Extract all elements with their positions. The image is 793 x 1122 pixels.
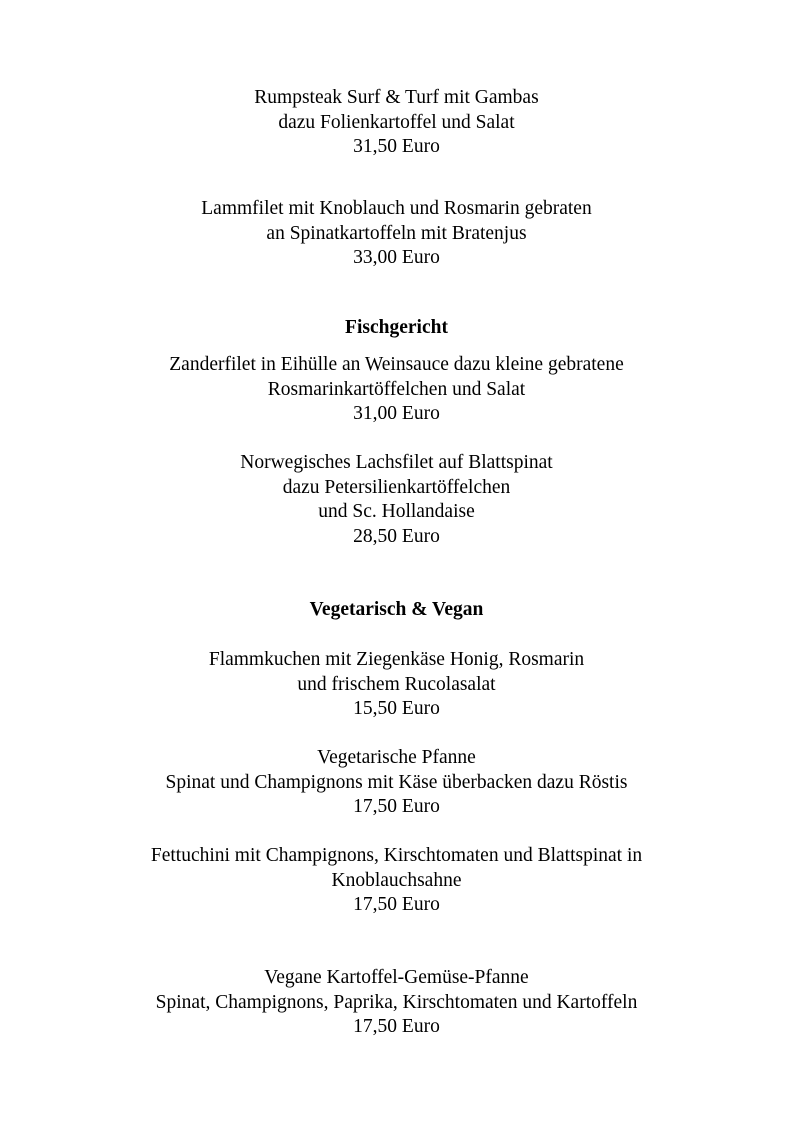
menu-item-zanderfilet [0,353,793,427]
section-heading-vegetarian: Vegetarisch & Vegan [309,599,484,620]
menu-item-description: Lammfilet mit Knoblauch und Rosmarin gebraten [201,198,592,219]
menu-item-fettuchini [0,844,793,918]
menu-item-vegetarische-pfanne [0,746,793,820]
menu-item-lammfilet [0,197,793,271]
menu-item-description: dazu Petersilienkartöffelchen [282,476,511,498]
menu-item-lachsfilet [0,451,793,549]
menu-item-description: Spinat und Champignons mit Käse überbacken dazu Röstis [165,771,628,793]
menu-item-description: Knoblauchsahne [331,869,462,891]
menu-item-flammkuchen [0,648,793,722]
menu-item-description: und Sc. Hollandaise [318,501,475,522]
menu-item-description: Vegane Kartoffel-Gemüse-Pfanne [264,967,529,988]
section-heading-fish: Fischgericht [345,317,448,338]
menu-item-description: Vegetarische Pfanne [317,747,476,768]
menu-item-price: 31,00 Euro [353,403,440,424]
menu-item-description: dazu Folienkartoffel und Salat [278,111,515,133]
menu-item-price: 17,50 Euro [353,796,440,817]
menu-item-description: Rosmarinkartöffelchen und Salat [267,378,526,400]
menu-item-description: Spinat, Champignons, Paprika, Kirschtomaten und Kartoffeln [155,991,638,1013]
menu-item-price: 17,50 Euro [353,1016,440,1037]
menu-item-rumpsteak [0,86,793,160]
menu-item-price: 17,50 Euro [353,894,440,915]
menu-item-description: Fettuchini mit Champignons, Kirschtomaten und Blattspinat in [150,845,643,866]
menu-item-description: Norwegisches Lachsfilet auf Blattspinat [240,452,553,473]
menu-item-description: Flammkuchen mit Ziegenkäse Honig, Rosmarin [208,649,585,670]
menu-item-price: 31,50 Euro [353,136,440,157]
menu-item-description: an Spinatkartoffeln mit Bratenjus [266,222,527,244]
menu-item-vegane-pfanne [0,966,793,1040]
menu-item-description: Zanderfilet in Eihülle an Weinsauce dazu kleine gebratene [169,354,624,375]
menu-item-description: und frischem Rucolasalat [297,673,496,695]
menu-item-description: Rumpsteak Surf & Turf mit Gambas [254,87,539,108]
menu-item-price: 28,50 Euro [353,525,440,547]
menu-item-price: 15,50 Euro [353,698,440,719]
menu-item-price: 33,00 Euro [353,247,440,268]
